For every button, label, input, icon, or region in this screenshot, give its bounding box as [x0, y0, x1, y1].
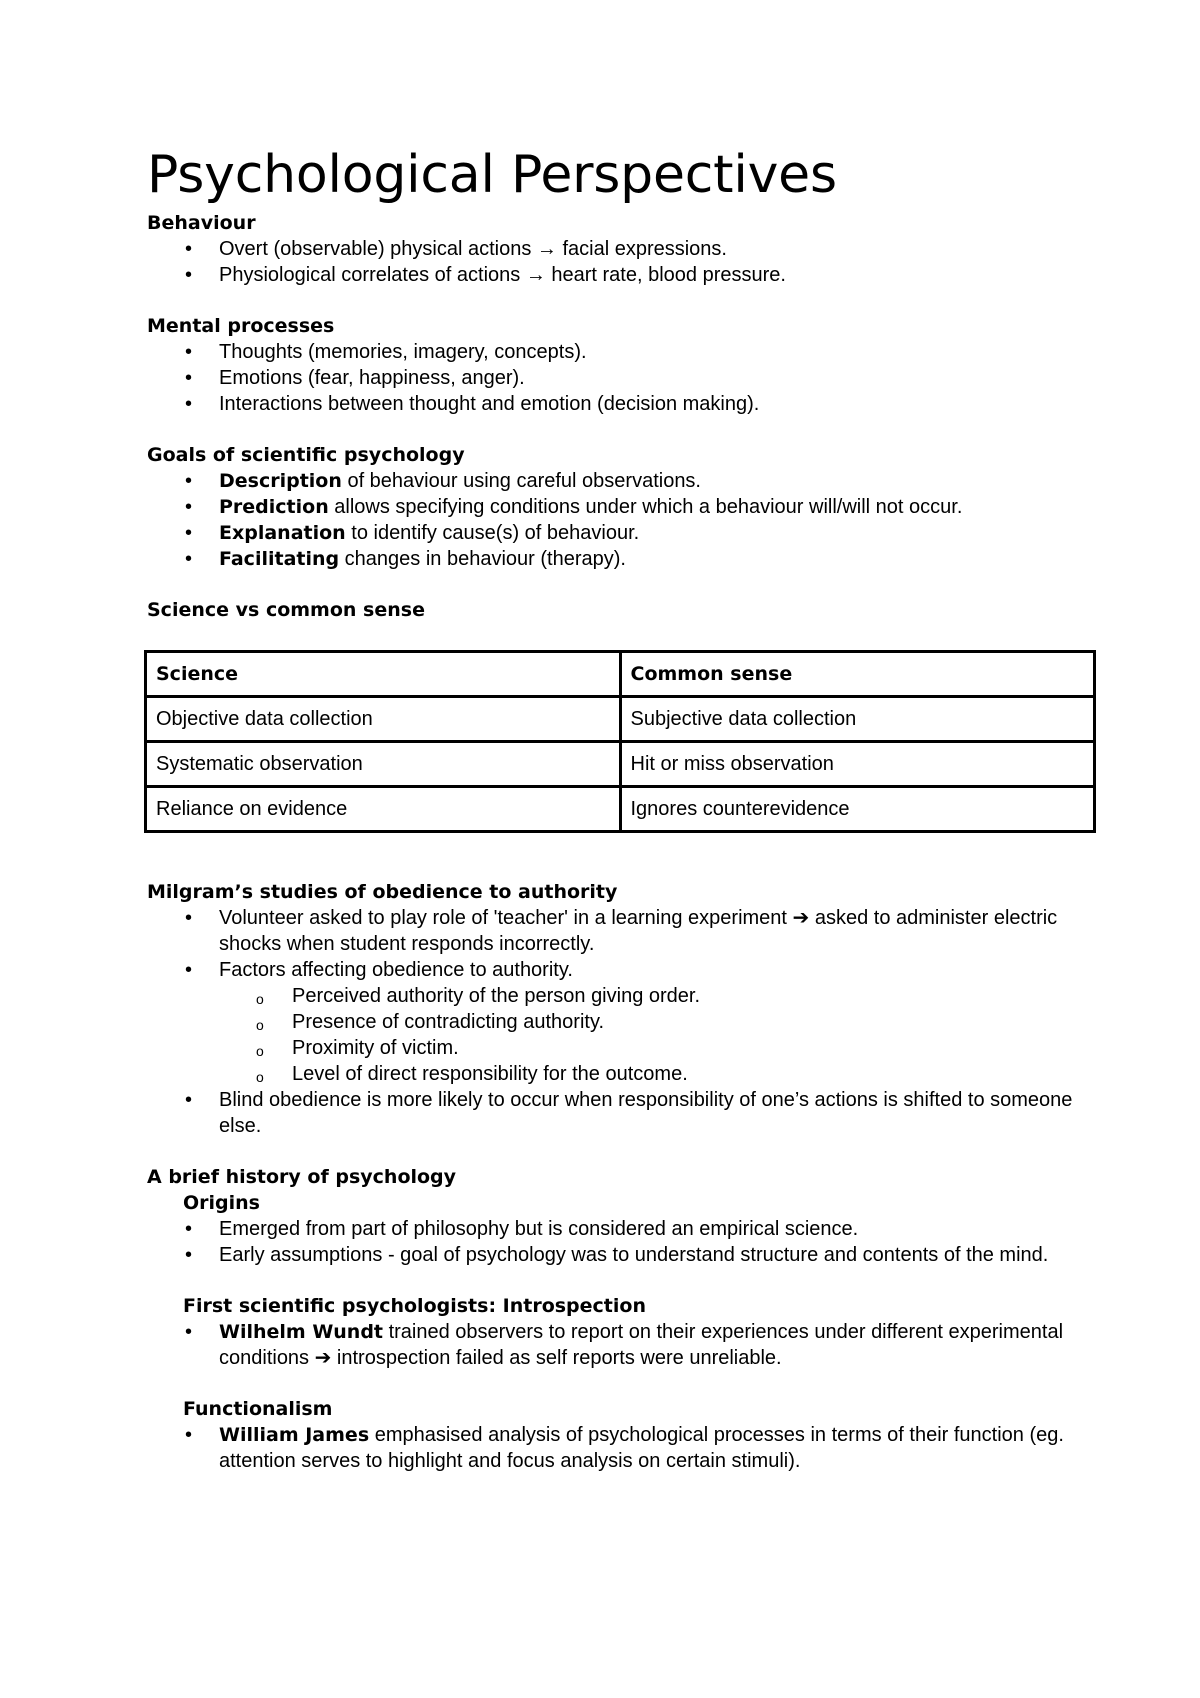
table-cell: Hit or miss observation [620, 742, 1095, 787]
circle-bullet-icon: o [256, 1043, 264, 1059]
bullet-icon: • [185, 548, 193, 570]
term: Facilitating [219, 548, 340, 570]
bullet-icon: • [185, 907, 193, 929]
section-heading-goals: Goals of scientific psychology [147, 444, 465, 466]
origins-list [147, 1216, 1107, 1268]
table-row [146, 697, 1095, 742]
term: William James [219, 1424, 370, 1446]
table-header-cell: Common sense [620, 652, 1095, 697]
bullet-icon: • [185, 1244, 193, 1266]
bullet-icon: • [185, 1321, 193, 1343]
list-item: • Description of behaviour using careful observations. [185, 470, 701, 492]
list-item: • Blind obedience is more likely to occur when responsibility of one’s actions is shifted to someone else. [185, 1089, 1073, 1137]
goals-list [147, 468, 1107, 572]
table-row [146, 742, 1095, 787]
sub-list-item: o Perceived authority of the person giving order. [147, 983, 1107, 1009]
bullet-icon: • [185, 959, 193, 981]
sub-list-item: o Presence of contradicting authority. [147, 1009, 1107, 1035]
circle-bullet-icon: o [256, 1069, 264, 1085]
list-item: • Volunteer asked to play role of 'teacher' in a learning experiment ➔ asked to administer electric shocks when student responds incorrectly. [185, 907, 1058, 955]
functionalism-list [147, 1422, 1107, 1474]
circle-bullet-icon: o [256, 991, 264, 1007]
list-item: • Emerged from part of philosophy but is considered an empirical science. [185, 1218, 859, 1240]
milgram-list [147, 905, 1107, 1139]
bullet-icon: • [185, 496, 193, 518]
bullet-icon: • [185, 238, 193, 260]
list-item: • Facilitating changes in behaviour (therapy). [185, 548, 626, 570]
document-page [147, 140, 1107, 1474]
sub-list-item: o Proximity of victim. [147, 1035, 1107, 1061]
list-item: • Physiological correlates of actions → heart rate, blood pressure. [185, 264, 786, 286]
table-cell: Subjective data collection [620, 697, 1095, 742]
behaviour-list [147, 236, 1107, 288]
bullet-icon: • [185, 1089, 193, 1111]
bullet-icon: • [185, 522, 193, 544]
term: Wilhelm Wundt [219, 1321, 384, 1343]
list-item: • Prediction allows specifying conditions under which a behaviour will/will not occur. [185, 496, 963, 518]
circle-bullet-icon: o [256, 1017, 264, 1033]
table-header-cell: Science [146, 652, 621, 697]
term: Explanation [219, 522, 346, 544]
section-heading-history: A brief history of psychology [147, 1166, 457, 1188]
subheading-origins: Origins [183, 1192, 260, 1214]
comparison-table [144, 650, 1096, 833]
section-heading-milgram: Milgram’s studies of obedience to authority [147, 881, 618, 903]
bullet-icon: • [185, 1218, 193, 1240]
page-title: Psychological Perspectives [147, 145, 837, 205]
list-item: • Thoughts (memories, imagery, concepts). [185, 341, 587, 363]
table-cell: Ignores counterevidence [620, 787, 1095, 832]
subheading-functionalism: Functionalism [183, 1398, 333, 1420]
section-heading-science-vs-common-sense: Science vs common sense [147, 599, 425, 621]
term: Description [219, 470, 342, 492]
subheading-introspection: First scientific psychologists: Introspection [183, 1295, 646, 1317]
list-item: • Overt (observable) physical actions → facial expressions. [185, 238, 727, 260]
list-item: • Emotions (fear, happiness, anger). [185, 367, 525, 389]
list-item: • Explanation to identify cause(s) of behaviour. [185, 522, 640, 544]
bullet-icon: • [185, 470, 193, 492]
table-header-row [146, 652, 1095, 697]
table-cell: Objective data collection [146, 697, 621, 742]
term: Prediction [219, 496, 329, 518]
list-item: • Early assumptions - goal of psychology was to understand structure and contents of the mind. [185, 1244, 1049, 1266]
list-item: • Interactions between thought and emotion (decision making). [185, 393, 760, 415]
bullet-icon: • [185, 393, 193, 415]
section-heading-mental-processes: Mental processes [147, 315, 335, 337]
introspection-list [147, 1319, 1107, 1371]
sub-list-item: o Level of direct responsibility for the outcome. [147, 1061, 1107, 1087]
table-row [146, 787, 1095, 832]
table-cell: Reliance on evidence [146, 787, 621, 832]
list-item: • Factors affecting obedience to authority. [185, 959, 573, 981]
bullet-icon: • [185, 264, 193, 286]
bullet-icon: • [185, 341, 193, 363]
list-item: • William James emphasised analysis of psychological processes in terms of their function (eg. attention serves to highlight and focus analysis on certain stimuli). [185, 1424, 1064, 1472]
bullet-icon: • [185, 1424, 193, 1446]
section-heading-behaviour: Behaviour [147, 212, 256, 234]
mental-processes-list [147, 339, 1107, 417]
table-cell: Systematic observation [146, 742, 621, 787]
list-item: • Wilhelm Wundt trained observers to report on their experiences under different experimental conditions ➔ introspection failed as self reports were unreliable. [185, 1321, 1064, 1369]
bullet-icon: • [185, 367, 193, 389]
